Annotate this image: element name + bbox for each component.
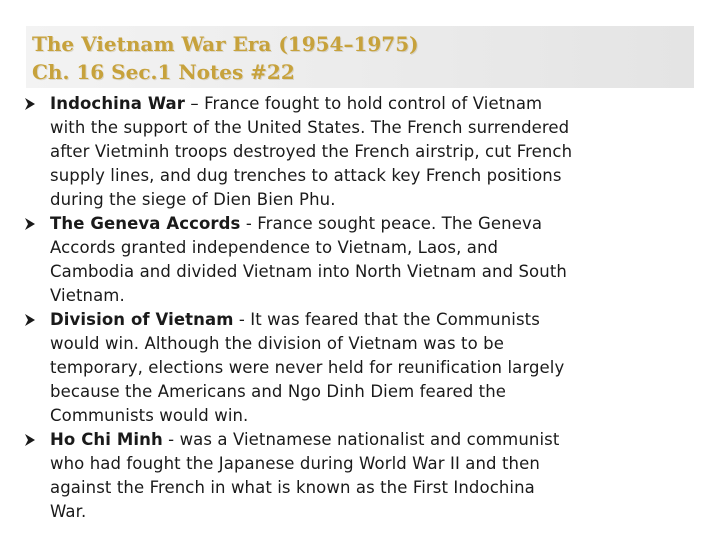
- item-term: Ho Chi Minh: [50, 430, 163, 449]
- item-text: Accords granted independence to Vietnam, Laos, and: [50, 238, 499, 257]
- arrowhead-bullet-icon: [24, 218, 36, 230]
- item-term: The Geneva Accords: [50, 214, 241, 233]
- item-text: Cambodia and divided Vietnam into North Vietnam and South: [50, 262, 567, 281]
- item-text: with the support of the United States. The French surrendered: [50, 118, 570, 137]
- item-text: after Vietminh troops destroyed the French airstrip, cut French: [50, 142, 573, 161]
- item-text: – France fought to hold control of Vietnam: [185, 94, 543, 113]
- arrowhead-bullet-icon: [24, 434, 36, 446]
- item-term: Division of Vietnam: [50, 310, 234, 329]
- slide-title-line-2: Ch. 16 Sec.1 Notes #22: [32, 60, 295, 84]
- item-text: during the siege of Dien Bien Phu.: [50, 190, 336, 209]
- item-text: temporary, elections were never held for reunification largely: [50, 358, 565, 377]
- item-text: War.: [50, 502, 87, 521]
- slide-title: [32, 30, 672, 86]
- item-text: supply lines, and dug trenches to attack key French positions: [50, 166, 562, 185]
- item-term: Indochina War: [50, 94, 186, 113]
- item-text: - It was feared that the Communists: [233, 310, 540, 329]
- item-text: because the Americans and Ngo Dinh Diem feared the: [50, 382, 507, 401]
- item-text: - was a Vietnamese nationalist and communist: [162, 430, 560, 449]
- item-text: against the French in what is known as the First Indochina: [50, 478, 535, 497]
- list-item: [22, 308, 692, 428]
- arrowhead-bullet-icon: [24, 98, 36, 110]
- item-text: Vietnam.: [50, 286, 125, 305]
- item-text: who had fought the Japanese during World War II and then: [50, 454, 540, 473]
- item-text: would win. Although the division of Vietnam was to be: [50, 334, 504, 353]
- list-item: [22, 212, 692, 308]
- list-item: [22, 92, 692, 212]
- bullet-list: [22, 92, 692, 524]
- item-text: - France sought peace. The Geneva: [240, 214, 543, 233]
- arrowhead-bullet-icon: [24, 314, 36, 326]
- item-text: Communists would win.: [50, 406, 249, 425]
- slide-title-line-1: The Vietnam War Era (1954–1975): [32, 32, 419, 56]
- list-item: [22, 428, 692, 524]
